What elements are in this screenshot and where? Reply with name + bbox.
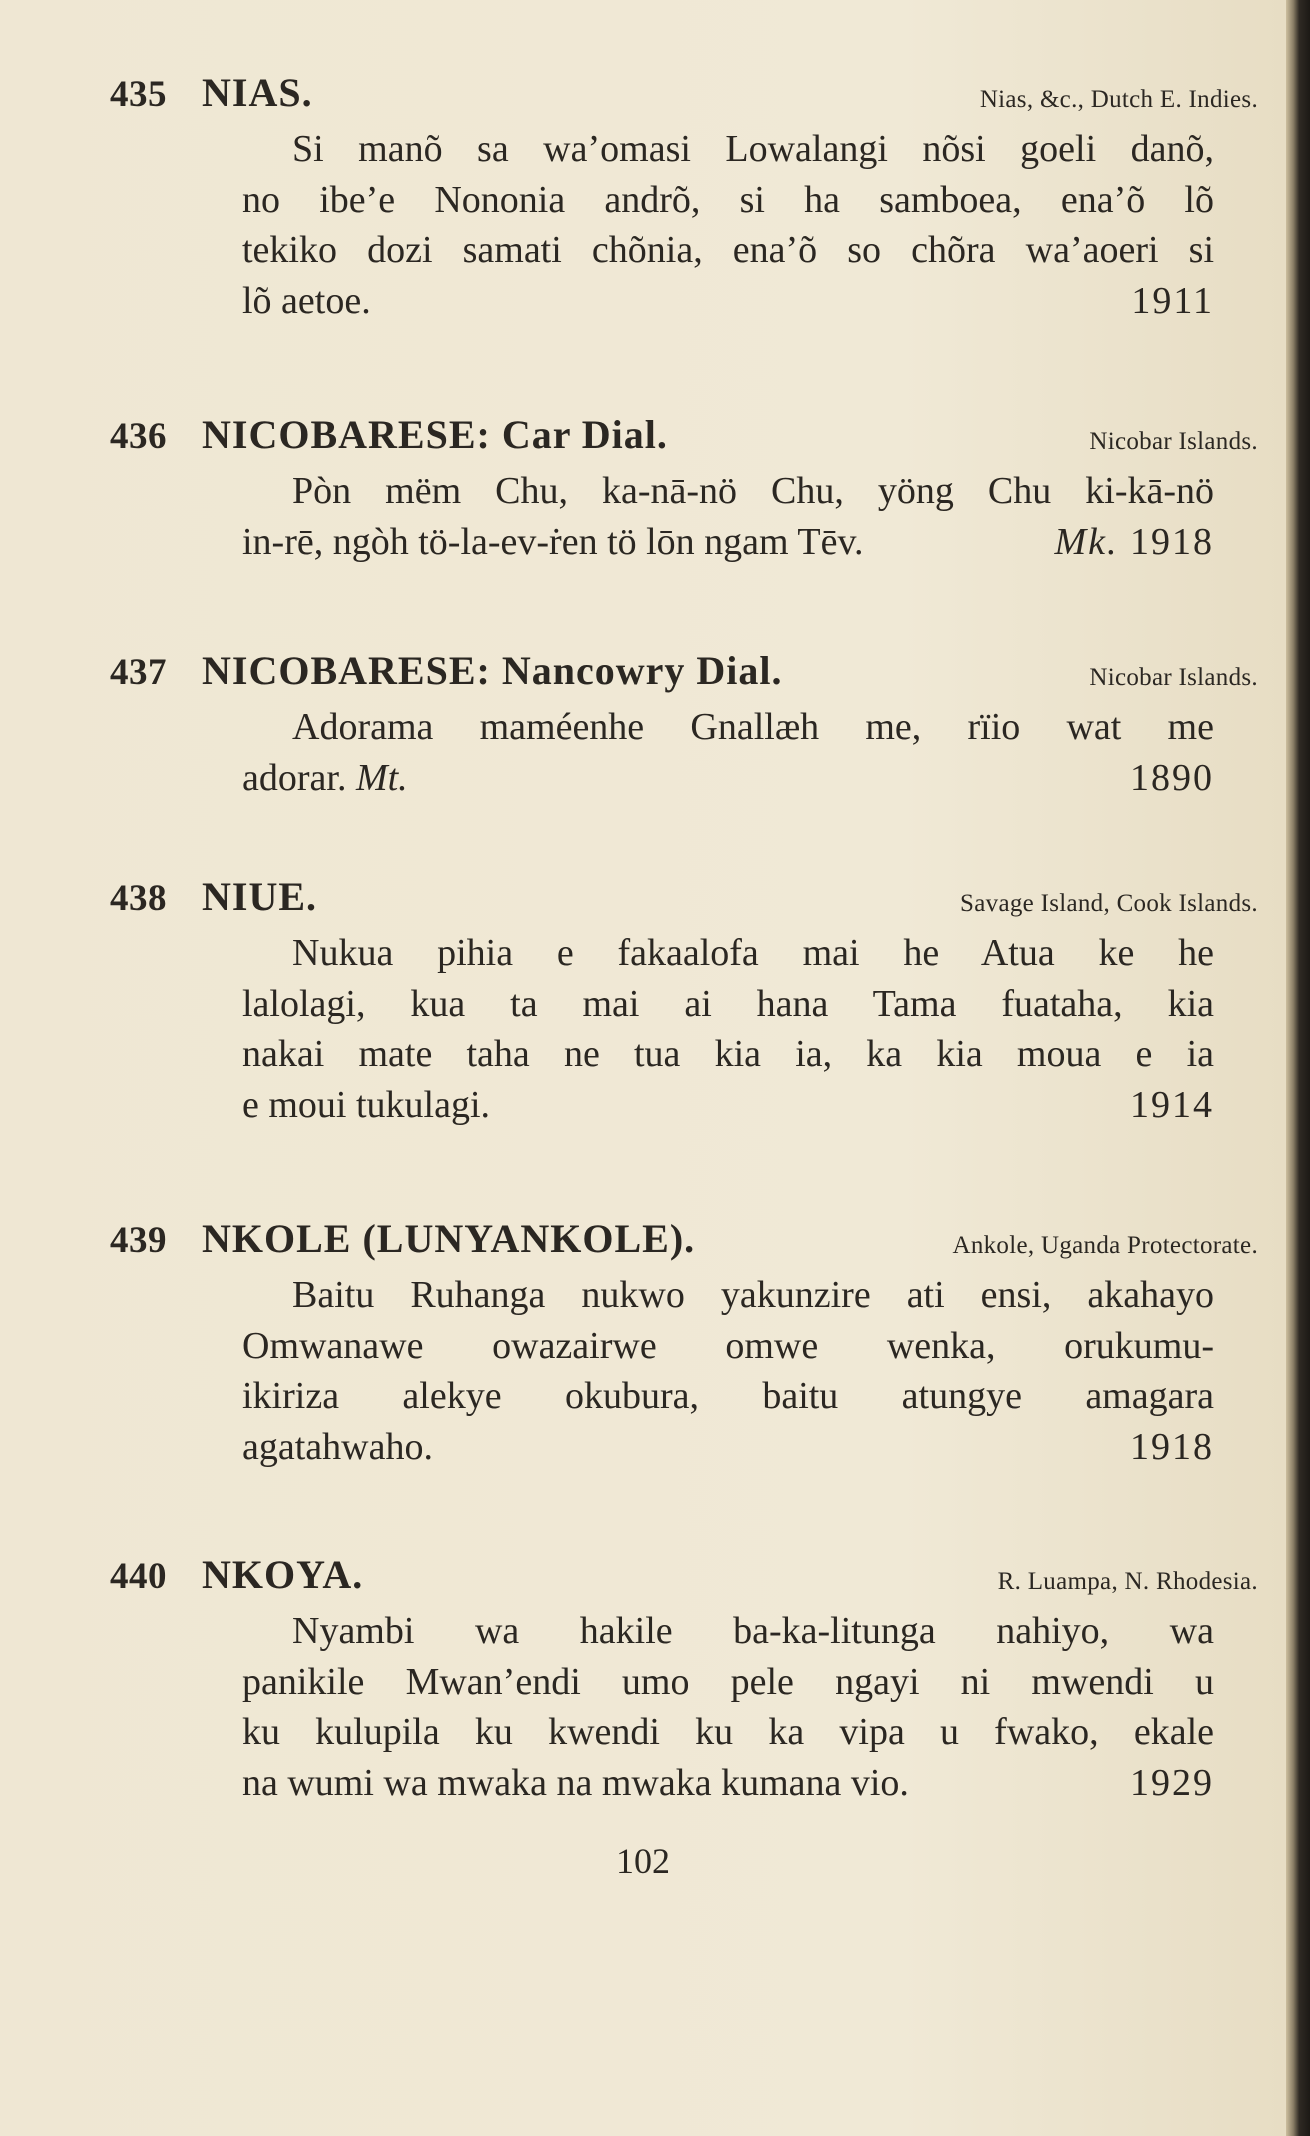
gospel-mark: Mk.	[1054, 520, 1119, 563]
text-line-content: e moui tukulagi.	[242, 1083, 491, 1126]
language-name: NICOBARESE: Car Dial.	[202, 412, 668, 457]
region-label: Nicobar Islands.	[1089, 664, 1258, 691]
year: 1929	[1130, 1761, 1214, 1804]
text-line: panikile Mwan’endi umo pele ngayi ni mwendi u	[242, 1660, 1214, 1703]
text-line	[242, 517, 1214, 568]
region-label: Savage Island, Cook Islands.	[960, 890, 1258, 917]
entry-header	[110, 1548, 1258, 1606]
entry-438	[110, 870, 1258, 1130]
region-label: Nicobar Islands.	[1089, 428, 1258, 455]
language-name: NKOLE (LUNYANKOLE).	[202, 1216, 696, 1261]
text-line: Nyambi wa hakile ba-ka-litunga nahiyo, wa	[292, 1610, 1214, 1652]
entry-text	[242, 466, 1214, 567]
text-line: Nukua pihia e fakaalofa mai he Atua ke he	[292, 932, 1214, 974]
text-line	[242, 1080, 1214, 1131]
text-line: Adorama maméenhe Gnallæh me, rïio wat me	[292, 706, 1214, 748]
text-line	[242, 1758, 1214, 1809]
citation	[1054, 517, 1214, 568]
text-line: tekiko dozi samati chõnia, ena’õ so chõra wa’aoeri si	[242, 229, 1214, 271]
entry-number: 435	[110, 74, 167, 115]
entry-number: 439	[110, 1220, 167, 1261]
text-line	[242, 753, 1214, 804]
gospel-mark: Mt.	[355, 756, 408, 799]
text-line-content: agatahwaho.	[242, 1425, 433, 1468]
entry-439	[110, 1212, 1258, 1472]
text-line: nakai mate taha ne tua kia ia, ka kia moua e ia	[242, 1033, 1214, 1075]
region-label: Ankole, Uganda Protectorate.	[952, 1232, 1258, 1259]
text-line: Baitu Ruhanga nukwo yakunzire ati ensi, akahayo	[292, 1274, 1214, 1316]
entry-436	[110, 408, 1258, 567]
text-line: lalolagi, kua ta mai ai hana Tama fuataha, kia	[242, 982, 1214, 1025]
page-number: 102	[616, 1841, 670, 1881]
entry-number: 436	[110, 416, 167, 457]
entry-440	[110, 1548, 1258, 1808]
region-label: Nias, &c., Dutch E. Indies.	[979, 86, 1258, 113]
language-name: NIAS.	[202, 70, 313, 115]
entry-header	[110, 1212, 1258, 1270]
entry-number: 437	[110, 652, 167, 693]
language-name: NICOBARESE: Nancowry Dial.	[202, 648, 783, 693]
year: 1914	[1130, 1083, 1214, 1126]
text-line-content: lõ aetoe.	[242, 279, 371, 322]
text-line: Pòn mëm Chu, ka-nā-nö Chu, yöng Chu ki-kā-nö	[292, 470, 1214, 512]
year: 1918	[1130, 1425, 1214, 1468]
entry-number: 438	[110, 878, 167, 919]
text-line: Omwanawe owazairwe omwe wenka, orukumu-	[242, 1324, 1214, 1367]
text-line-content: adorar.	[242, 756, 347, 799]
region-label: R. Luampa, N. Rhodesia.	[997, 1568, 1258, 1595]
language-name: NIUE.	[202, 874, 318, 919]
entry-435	[110, 66, 1258, 326]
entry-header	[110, 408, 1258, 466]
text-line	[242, 1422, 1214, 1473]
year: 1890	[1130, 756, 1214, 799]
year: 1918	[1130, 520, 1214, 563]
entry-text	[242, 1270, 1214, 1472]
entry-437	[110, 644, 1258, 803]
text-line-content: na wumi wa mwaka na mwaka kumana vio.	[242, 1761, 909, 1804]
entry-text	[242, 702, 1214, 803]
entry-text	[242, 124, 1214, 326]
year: 1911	[1131, 279, 1214, 322]
entry-number: 440	[110, 1556, 167, 1597]
entry-header	[110, 66, 1258, 124]
entry-header	[110, 644, 1258, 702]
text-line: Si manõ sa wa’omasi Lowalangi nõsi goeli danõ,	[292, 128, 1214, 170]
text-line-content: in-rē, ngòh tö-la-ev-ṙen tö lōn ngam Tēv.	[242, 520, 864, 563]
text-line: no ibe’e Nononia andrõ, si ha samboea, ena’õ lõ	[242, 178, 1214, 221]
entry-text	[242, 1606, 1214, 1808]
text-line: ku kulupila ku kwendi ku ka vipa u fwako, ekale	[242, 1711, 1214, 1753]
book-spine-edge	[1286, 0, 1310, 2136]
language-name: NKOYA.	[202, 1552, 364, 1597]
entry-text	[242, 928, 1214, 1130]
entry-header	[110, 870, 1258, 928]
text-line: ikiriza alekye okubura, baitu atungye amagara	[242, 1375, 1214, 1417]
text-line	[242, 276, 1214, 327]
